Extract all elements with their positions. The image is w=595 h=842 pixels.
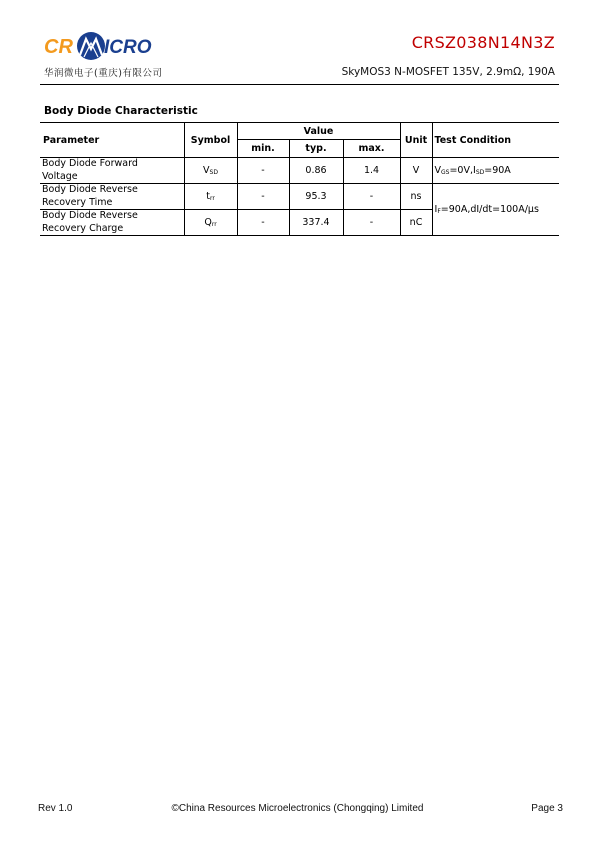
footer-revision: Rev 1.0 [38, 803, 73, 814]
company-logo [44, 30, 174, 62]
condition-cell: $I_F=90A,dI/dt=100A/\mu s$ [432, 184, 559, 236]
parameter-cell: Body Diode Forward Voltage [40, 158, 184, 184]
condition-cell: $V_{GS}=0V,I_{SD}=90A$ [432, 158, 559, 184]
symbol-cell: $Q_{rr}$ [184, 210, 237, 236]
table-row [40, 158, 559, 184]
svg-text:CR: CR [44, 36, 73, 58]
max-cell: - [343, 210, 400, 236]
typ-cell: 95.3 [289, 184, 343, 210]
unit-cell: nC [400, 210, 432, 236]
min-cell: - [237, 210, 289, 236]
max-cell: - [343, 184, 400, 210]
unit-cell: V [400, 158, 432, 184]
parameter-cell: Body Diode Reverse Recovery Charge [40, 210, 184, 236]
document-title: CRSZ038N14N3Z [411, 33, 555, 52]
footer-copyright: ©China Resources Microelectronics (Chongqing) Limited [171, 803, 424, 814]
symbol-cell: $V_{SD}$ [184, 158, 237, 184]
header-unit: Unit [400, 123, 432, 158]
table-row [40, 184, 559, 210]
min-cell: - [237, 184, 289, 210]
header-value: Value [237, 123, 400, 140]
header-divider [40, 84, 559, 85]
symbol-cell: $t_{rr}$ [184, 184, 237, 210]
typ-cell: 0.86 [289, 158, 343, 184]
document-subtitle: SkyMOS3 N-MOSFET 135V, 2.9mΩ, 190A [341, 66, 555, 78]
header-typ: typ. [289, 140, 343, 158]
body-diode-table [40, 122, 559, 236]
header-max: max. [343, 140, 400, 158]
header-test-condition: Test Condition [432, 123, 559, 158]
table-header-row [40, 123, 559, 140]
min-cell: - [237, 158, 289, 184]
footer-page-number: Page 3 [531, 803, 563, 814]
max-cell: 1.4 [343, 158, 400, 184]
typ-cell: 337.4 [289, 210, 343, 236]
header-symbol: Symbol [184, 123, 237, 158]
company-name-cn: 华润微电子(重庆)有限公司 [44, 68, 163, 79]
header-parameter: Parameter [40, 123, 184, 158]
unit-cell: ns [400, 184, 432, 210]
section-title: Body Diode Characteristic [44, 105, 198, 117]
parameter-cell: Body Diode Reverse Recovery Time [40, 184, 184, 210]
header-min: min. [237, 140, 289, 158]
svg-text:ICRO: ICRO [104, 37, 152, 58]
